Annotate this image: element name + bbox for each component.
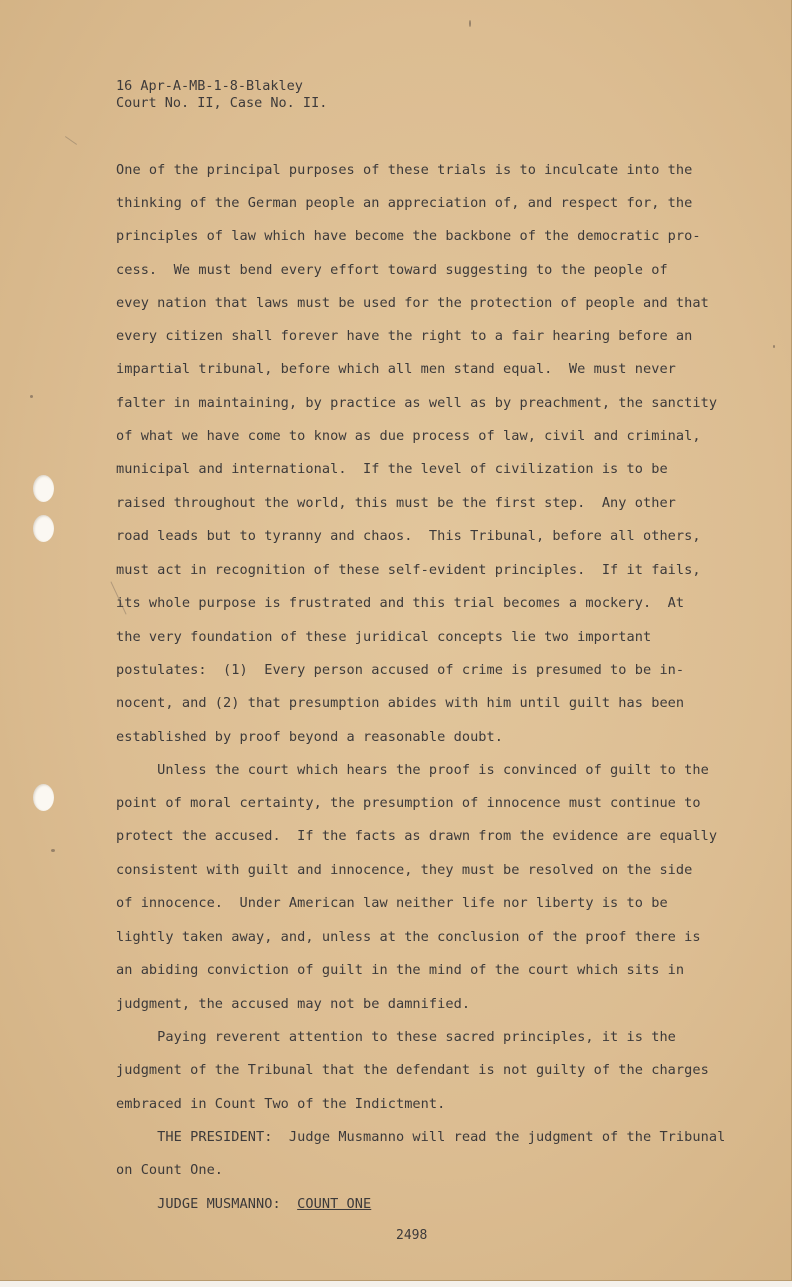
text-line: nocent, and (2) that presumption abides with him until guilt has been bbox=[116, 695, 685, 711]
text-line: Paying reverent attention to these sacred principles, it is the bbox=[116, 1029, 676, 1045]
document-header bbox=[116, 78, 327, 112]
text-line: established by proof beyond a reasonable doubt. bbox=[116, 729, 504, 745]
text-line: falter in maintaining, by practice as well as by preachment, the sanctity bbox=[116, 395, 718, 411]
text-line: road leads but to tyranny and chaos. This Tribunal, before all others, bbox=[116, 528, 701, 544]
punch-hole-bottom bbox=[33, 784, 54, 811]
paper-speck bbox=[51, 849, 55, 852]
text-line: impartial tribunal, before which all men stand equal. We must never bbox=[116, 361, 676, 377]
text-line: must act in recognition of these self-evident principles. If it fails, bbox=[116, 562, 701, 578]
scan-edge bbox=[0, 1281, 792, 1287]
judge-line bbox=[116, 1196, 371, 1212]
text-line: judgment, the accused may not be damnified. bbox=[116, 996, 471, 1012]
text-line: municipal and international. If the level of civilization is to be bbox=[116, 461, 668, 477]
page-number: 2498 bbox=[396, 1228, 428, 1243]
text-line: consistent with guilt and innocence, they must be resolved on the side bbox=[116, 862, 693, 878]
text-line: every citizen shall forever have the right to a fair hearing before an bbox=[116, 328, 693, 344]
text-line: raised throughout the world, this must be the first step. Any other bbox=[116, 495, 676, 511]
pencil-mark bbox=[65, 136, 77, 145]
header-court-case: Court No. II, Case No. II. bbox=[116, 95, 328, 111]
text-line: its whole purpose is frustrated and this trial becomes a mockery. At bbox=[116, 595, 685, 611]
punch-hole-top bbox=[33, 475, 54, 502]
header-reference: 16 Apr-A-MB-1-8-Blakley bbox=[116, 78, 303, 94]
text-line: on Count One. bbox=[116, 1162, 224, 1178]
text-line: postulates: (1) Every person accused of crime is presumed to be in- bbox=[116, 662, 685, 678]
paper-speck bbox=[773, 345, 775, 348]
text-line: One of the principal purposes of these trials is to inculcate into the bbox=[116, 162, 693, 178]
paper-speck bbox=[30, 395, 33, 398]
text-line: thinking of the German people an appreciation of, and respect for, the bbox=[116, 195, 693, 211]
text-line: Unless the court which hears the proof is convinced of guilt to the bbox=[116, 762, 709, 778]
speaker-label: JUDGE MUSMANNO: bbox=[157, 1196, 281, 1212]
punch-hole-middle bbox=[33, 515, 54, 542]
text-line: THE PRESIDENT: Judge Musmanno will read the judgment of the Tribunal bbox=[116, 1129, 726, 1145]
text-line: of what we have come to know as due process of law, civil and criminal, bbox=[116, 428, 701, 444]
paper-speck bbox=[469, 20, 471, 27]
text-line: judgment of the Tribunal that the defendant is not guilty of the charges bbox=[116, 1062, 709, 1078]
text-line: principles of law which have become the backbone of the democratic pro- bbox=[116, 228, 701, 244]
text-line: cess. We must bend every effort toward suggesting to the people of bbox=[116, 262, 668, 278]
text-line: lightly taken away, and, unless at the conclusion of the proof there is bbox=[116, 929, 701, 945]
text-line: point of moral certainty, the presumption of innocence must continue to bbox=[116, 795, 701, 811]
text-line: protect the accused. If the facts as drawn from the evidence are equally bbox=[116, 828, 718, 844]
text-line: of innocence. Under American law neither life nor liberty is to be bbox=[116, 895, 668, 911]
text-line: embraced in Count Two of the Indictment. bbox=[116, 1096, 446, 1112]
text-line: evey nation that laws must be used for the protection of people and that bbox=[116, 295, 709, 311]
text-line: an abiding conviction of guilt in the mind of the court which sits in bbox=[116, 962, 685, 978]
count-heading: COUNT ONE bbox=[297, 1196, 372, 1212]
text-line: the very foundation of these juridical concepts lie two important bbox=[116, 629, 652, 645]
